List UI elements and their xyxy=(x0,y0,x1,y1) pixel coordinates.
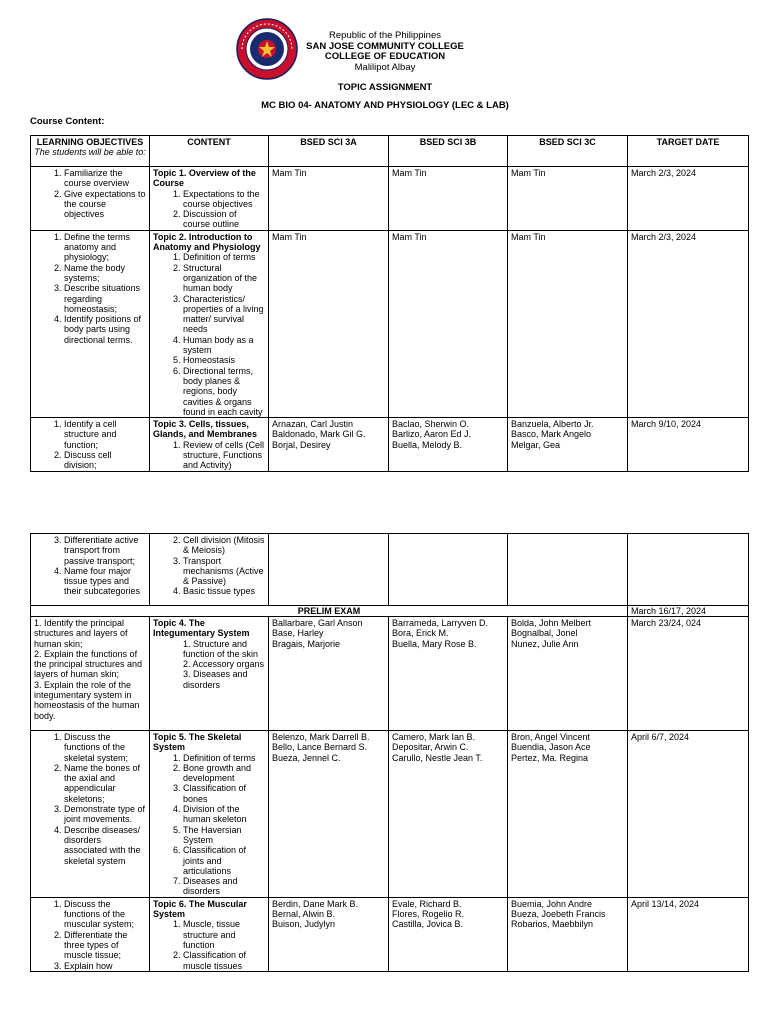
content-item: 6. Directional terms, body planes & regions, body cavities & organs found in each cavity xyxy=(183,366,265,417)
objective-item: 3. Explain the role of the integumentary system in homeostasis of the human body. xyxy=(34,679,140,721)
student-name: Bragais, Marjorie xyxy=(272,638,341,649)
student-name: Buella, Melody B. xyxy=(392,439,463,450)
table-row xyxy=(31,617,749,731)
assignment-title: TOPIC ASSIGNMENT xyxy=(337,82,433,93)
prelim-exam-row xyxy=(31,606,749,617)
student-name: Evale, Richard B. xyxy=(392,898,462,909)
sci3a-cell xyxy=(269,731,389,898)
target-date-cell: April 6/7, 2024 xyxy=(628,731,749,898)
topic-title: Topic 2. Introduction to Anatomy and Physiology xyxy=(153,231,261,253)
content-item: 5. The Haversian System xyxy=(183,825,265,846)
target-date-cell: March 2/3, 2024 xyxy=(628,167,749,231)
student-name: Banzuela, Alberto Jr. xyxy=(511,419,594,430)
student-name: Barlizo, Aaron Ed J. xyxy=(392,429,472,440)
target-date-cell: March 16/17, 2024 xyxy=(628,606,749,617)
student-name: Bron, Angel Vincent xyxy=(511,732,590,742)
content-cell xyxy=(150,230,269,417)
student-name: Buemia, John Andre xyxy=(511,898,593,909)
objective-item: 1. Define the terms anatomy and physiology; xyxy=(64,232,146,263)
content-item: 2. Classification of muscle tissues xyxy=(183,950,265,971)
content-item: 1. Definition of terms xyxy=(183,252,265,262)
student-name: Camero, Mark Ian B. xyxy=(392,732,476,742)
student-name: Basco, Mark Angelo xyxy=(511,429,592,440)
student-name: Carullo, Nestle Jean T. xyxy=(392,752,483,763)
content-cell xyxy=(150,167,269,231)
address-line: Malilipot Albay xyxy=(354,62,416,73)
target-date-cell: March 2/3, 2024 xyxy=(628,230,749,417)
objective-item: 2. Differentiate the three types of muscle tissue; xyxy=(64,930,146,961)
table-row xyxy=(31,534,749,606)
content-cell xyxy=(150,897,269,971)
student-name: Depositar, Arwin C. xyxy=(392,742,469,753)
content-item: 2. Structural organization of the human body xyxy=(183,263,265,294)
content-item: 1. Muscle, tissue structure and function xyxy=(183,919,265,950)
table-header-row xyxy=(31,136,749,167)
objective-item: 1. Familiarize the course overview xyxy=(64,168,146,189)
objectives-cell xyxy=(31,418,150,471)
target-date-cell: April 13/14, 2024 xyxy=(628,897,749,971)
student-name: Bognalbal, Jonel xyxy=(511,628,578,639)
content-cell xyxy=(150,617,269,731)
student-name: Bora, Erick M. xyxy=(392,628,449,639)
content-item: 6. Classification of joints and articulations xyxy=(183,845,265,876)
content-cell xyxy=(150,534,269,606)
page-2 xyxy=(0,530,768,1024)
content-cell xyxy=(150,731,269,898)
student-name: Flores, Rogelio R. xyxy=(392,909,465,920)
content-item: 1. Expectations to the course objectives xyxy=(183,189,265,210)
student-name: Pertez, Ma. Regina xyxy=(511,752,589,763)
student-name: Bolda, John Melbert xyxy=(511,618,592,628)
content-item: 3. Characteristics/ properties of a living matter/ survival needs xyxy=(183,294,265,335)
student-name: Bueza, Joebeth Francis xyxy=(511,909,606,920)
sci3a-cell xyxy=(269,534,389,606)
content-item: 4. Basic tissue types xyxy=(183,586,265,596)
student-name: Borjal, Desirey xyxy=(272,439,331,450)
topic-title: Topic 5. The Skeletal System xyxy=(153,732,242,753)
topic-table-1 xyxy=(30,135,749,472)
student-name: Bello, Lance Bernard S. xyxy=(272,742,368,753)
topic-title: Topic 6. The Muscular System xyxy=(153,898,247,920)
sci3a-cell xyxy=(269,418,389,471)
sci3c-cell xyxy=(508,534,628,606)
objectives-cell xyxy=(31,897,150,971)
sci3b-cell xyxy=(389,418,508,471)
objective-item: 2. Give expectations to the course objectives xyxy=(64,189,146,220)
table-row xyxy=(31,167,749,231)
objective-item: 3. Explain how xyxy=(64,961,146,971)
student-name: Arnazan, Carl Justin xyxy=(272,419,354,430)
sci3a-cell: Mam Tin xyxy=(269,167,389,231)
table-row xyxy=(31,418,749,471)
objectives-cell xyxy=(31,230,150,417)
course-content-label: Course Content: xyxy=(30,116,105,127)
content-item: 1. Definition of terms xyxy=(183,753,265,763)
student-name: Nunez, Julie Ann xyxy=(511,638,579,649)
prelim-exam-label: PRELIM EXAM xyxy=(31,606,628,617)
target-date-cell: March 9/10, 2024 xyxy=(628,418,749,471)
student-name: Buison, Judylyn xyxy=(272,919,336,930)
content-item: 1. Structure and function of the skin xyxy=(183,638,259,659)
student-name: Melgar, Gea xyxy=(511,439,561,450)
objective-item: 3. Describe situations regarding homeostasis; xyxy=(64,283,146,314)
header-target-date: TARGET DATE xyxy=(628,136,749,167)
student-name: Castilla, Jovica B. xyxy=(392,919,464,930)
topic-title: Topic 3. Cells, tissues, Glands, and Membranes xyxy=(153,419,258,440)
sci3a-cell xyxy=(269,617,389,731)
sci3c-cell: Mam Tin xyxy=(508,230,628,417)
sci3a-cell: Mam Tin xyxy=(269,230,389,417)
header-objectives: LEARNING OBJECTIVES The students will be able to: xyxy=(31,136,150,167)
sci3c-cell xyxy=(508,897,628,971)
republic-line: Republic of the Philippines xyxy=(329,30,441,41)
objective-item: 3. Demonstrate type of joint movements. xyxy=(64,804,146,825)
sci3c-cell xyxy=(508,731,628,898)
college-name: SAN JOSE COMMUNITY COLLEGE xyxy=(306,41,464,52)
content-item: 3. Diseases and disorders xyxy=(183,669,248,690)
page-break xyxy=(0,500,768,530)
student-name: Robarios, Maebbilyn xyxy=(511,919,594,930)
sci3b-cell xyxy=(389,617,508,731)
content-item: 2. Accessory organs xyxy=(183,659,265,670)
objective-item: 1. Discuss the functions of the muscular system; xyxy=(64,899,146,930)
objective-item: 1. Discuss the functions of the skeletal system; xyxy=(64,732,146,763)
table-row xyxy=(31,731,749,898)
sci3b-cell xyxy=(389,534,508,606)
student-name: Belenzo, Mark Darrell B. xyxy=(272,732,370,742)
content-item: 2. Cell division (Mitosis & Meiosis) xyxy=(183,535,265,556)
topic-title: Topic 4. The Integumentary System xyxy=(153,618,250,639)
header-sci3b: BSED SCI 3B xyxy=(389,136,508,167)
content-item: 5. Homeostasis xyxy=(183,355,265,365)
objectives-cell xyxy=(31,617,150,731)
content-item: 3. Transport mechanisms (Active & Passive) xyxy=(183,556,265,587)
sci3a-cell xyxy=(269,897,389,971)
sci3c-cell: Mam Tin xyxy=(508,167,628,231)
objective-item: 1. Identify the principal structures and layers of human skin; xyxy=(34,618,128,649)
objective-item: 2. Explain the functions of the principal structures and layers of human skin; xyxy=(34,648,143,680)
content-cell xyxy=(150,418,269,471)
header-sci3a: BSED SCI 3A xyxy=(269,136,389,167)
objective-item: 1. Identify a cell structure and function; xyxy=(64,419,146,450)
sci3b-cell: Mam Tin xyxy=(389,230,508,417)
content-item: 1. Review of cells (Cell structure, Functions and Activity) xyxy=(183,440,265,471)
objective-item: 2. Discuss cell division; xyxy=(64,450,146,471)
student-name: Bueza, Jennel C. xyxy=(272,752,341,763)
objective-item: 4. Name four major tissue types and their subcategories xyxy=(64,566,146,597)
student-name: Barrameda, Larryven D. xyxy=(392,618,489,628)
content-item: 4. Human body as a system xyxy=(183,335,265,356)
student-name: Berdin, Dane Mark B. xyxy=(272,898,359,909)
objectives-cell xyxy=(31,534,150,606)
target-date-cell xyxy=(628,534,749,606)
objectives-cell xyxy=(31,167,150,231)
sci3c-cell xyxy=(508,418,628,471)
content-item: 7. Diseases and disorders xyxy=(183,876,265,897)
objective-item: 4. Describe diseases/ disorders associated with the skeletal system xyxy=(64,825,146,866)
table-row xyxy=(31,230,749,417)
sci3b-cell: Mam Tin xyxy=(389,167,508,231)
course-title: MC BIO 04- ANATOMY AND PHYSIOLOGY (LEC & LAB) xyxy=(261,100,509,111)
student-name: Buella, Mary Rose B. xyxy=(392,638,477,649)
objective-item: 3. Differentiate active transport from passive transport; xyxy=(64,535,146,566)
table-row xyxy=(31,897,749,971)
student-name: Buendia, Jason Ace xyxy=(511,742,591,753)
objective-item: 4. Identify positions of body parts using directional terms. xyxy=(64,314,146,345)
header-content: CONTENT xyxy=(150,136,269,167)
page-1 xyxy=(0,0,768,500)
content-item: 3. Classification of bones xyxy=(183,783,265,804)
department-name: COLLEGE OF EDUCATION xyxy=(324,51,446,62)
sci3b-cell xyxy=(389,897,508,971)
student-name: Baclao, Sherwin O. xyxy=(392,419,470,430)
student-name: Bernal, Alwin B. xyxy=(272,909,336,920)
content-item: 4. Division of the human skeleton xyxy=(183,804,265,825)
sci3b-cell xyxy=(389,731,508,898)
student-name: Ballarbare, Garl Anson xyxy=(272,618,363,628)
topic-table-2 xyxy=(30,533,749,972)
header-sci3c: BSED SCI 3C xyxy=(508,136,628,167)
student-name: Baldonado, Mark Gil G. xyxy=(272,429,366,440)
objective-item: 2. Name the bones of the axial and appendicular skeletons; xyxy=(64,763,146,804)
sci3c-cell xyxy=(508,617,628,731)
objective-item: 2. Name the body systems; xyxy=(64,263,146,284)
topic-title: Topic 1. Overview of the Course xyxy=(153,168,256,189)
target-date-cell: March 23/24, 024 xyxy=(628,617,749,731)
content-item: 2. Bone growth and development xyxy=(183,763,265,784)
objectives-cell xyxy=(31,731,150,898)
content-item: 2. Discussion of course outline xyxy=(183,209,265,230)
student-name: Base, Harley xyxy=(272,628,324,639)
